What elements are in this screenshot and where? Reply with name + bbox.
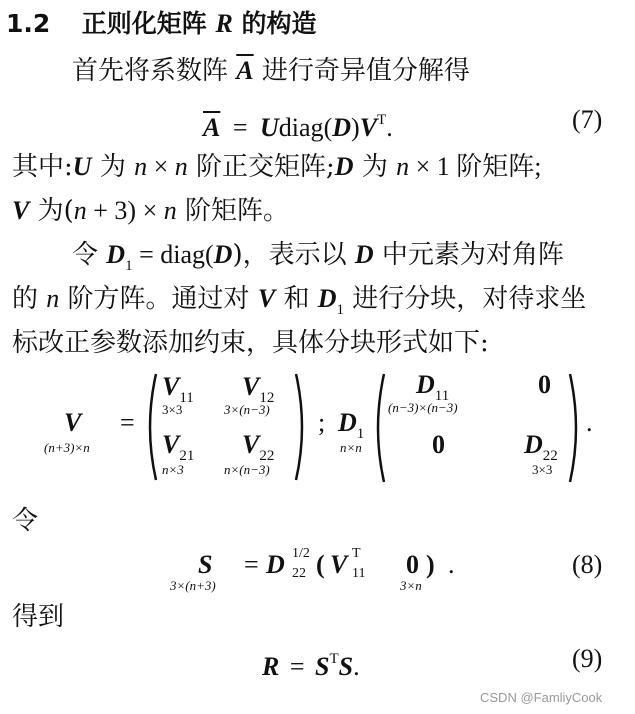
block-v22: $V_{22}$ [242,430,275,464]
block-semicolon: ; [318,408,326,437]
p2-l1-d: D [334,152,354,181]
paragraph-1 [72,56,470,86]
eq8-zero: 0 [406,550,419,579]
eq7-u: U [260,113,279,142]
p2-l1-a: 其中: [12,152,73,182]
eq9-sup: T [329,651,339,667]
block-v-dim: (n+3)×n [44,440,90,455]
block-v21-dim: n×3 [162,462,184,477]
block-zero-1: 0 [538,370,551,399]
paragraph-3-line-2 [12,284,586,325]
p2-l2-c: 阶矩阵。 [185,196,290,226]
dedao-text: 得到 [12,602,65,632]
equation-7: $\overline{A}$ = $Udiag(D)V^T$. [203,112,393,142]
block-d1-dim: n×n [340,440,362,455]
p2-l1-x: × [147,152,175,181]
p3-l2-b: 阶方阵。通过对 [67,284,250,314]
block-v22-dim: n×(n−3) [224,462,270,477]
p2-l1-b: 为 [99,152,126,182]
p3-l1-d2: D [213,240,233,269]
p2-l2-v: V [12,196,30,225]
p2-l1-n3: n [396,152,410,181]
paragraph-2-line-1 [12,152,542,182]
eq8-v-sup: T [352,546,361,561]
eq7-v: V [359,113,378,142]
eq8-v: V [330,550,348,579]
block-end: . [586,408,593,437]
p3-l2-sub: 1 [336,302,344,318]
p3-l1-sub: 1 [125,258,133,274]
paragraph-3-line-3: 标改正参数添加约束，具体分块形式如下: [12,328,489,358]
section-title-var: R [215,9,233,38]
p3-l2-a: 的 [12,284,39,314]
eq9-end: . [353,652,360,681]
eq7-diag: diag [278,113,324,142]
para1-tail: 进行奇异值分解得 [261,56,470,86]
watermark: CSDN @FamliyCook [480,690,603,705]
eq9-equals: = [289,652,305,681]
eq8-end: . [448,550,455,579]
eq8-s-dim: 3×(n+3) [170,578,216,593]
equation-9 [262,644,360,682]
block-v21: $V_{21}$ [162,430,195,464]
section-title-tail: 的构造 [241,9,317,38]
block-d1: $D_1$ [338,408,365,442]
eq7-equals: = [232,113,248,142]
p2-l1-n1: n [134,152,148,181]
p3-l1-d: D [106,240,126,269]
left-paren-d1 [370,372,388,484]
block-v11: $V_{11}$ [162,372,194,406]
eq7-d: D [332,113,352,142]
paragraph-3-line-1 [72,240,564,281]
block-d22-dim: 3×3 [532,462,553,477]
block-equals: = [120,408,135,437]
p3-l1-a: 令 [72,240,99,270]
p2-l1-f: × 1 阶矩阵; [409,152,542,181]
eq8-equals: = [244,550,259,579]
p2-l2-n: n [73,196,87,225]
eq8-d-sub: 22 [292,566,306,581]
block-zero-2: 0 [432,430,445,459]
eq9-s: S [315,652,330,681]
p3-l2-v: V [257,284,276,313]
p2-l1-c: 阶正交矩阵; [196,152,335,182]
eq9-r: R [262,652,280,681]
p3-l1-b: = diag( [132,240,214,269]
left-paren-v [142,372,160,482]
eq7-end: . [386,113,393,142]
block-v: V [64,408,82,437]
p2-l1-e: 为 [361,152,388,182]
block-v12-dim: 3×(n−3) [224,402,270,417]
p2-l1-n2: n [174,152,188,181]
p3-l1-e: 中元素为对角阵 [381,240,564,270]
eq8-zero-dim: 3×n [400,578,422,593]
block-d11: $D_{11}$ [416,370,450,404]
eq8-open: ( [316,550,325,579]
p3-l2-e: 进行分块，对待求坐 [352,284,587,314]
equation-7-number: (7) [572,105,603,134]
eq8-d-sup: 1/2 [292,546,310,561]
eq8-d: D [266,550,285,579]
section-heading [6,4,317,40]
eq7-lhs: $\overline{A}$ [203,113,221,142]
p2-l2-b: + 3) × [86,196,164,225]
paragraph-2-line-2 [12,196,289,226]
eq8-v-sub: 11 [352,566,366,581]
p2-l2-a: 为( [37,196,74,226]
para1-text: 首先将系数阵 [72,56,229,86]
section-title-text: 正则化矩阵 [81,9,207,38]
p3-l2-n: n [46,284,60,313]
p3-l1-c: )，表示以 [232,240,347,270]
section-number: 1.2 [6,9,51,38]
p2-l2-n2: n [163,196,177,225]
block-d11-dim: (n−3)×(n−3) [388,400,458,415]
ling-text: 令 [12,506,39,536]
eq9-s2: S [338,652,354,681]
p3-l2-d: D [317,284,337,313]
block-v12: $V_{12}$ [242,372,275,406]
p3-l2-c: 和 [283,284,310,314]
right-paren-d1 [566,372,584,484]
eq7-sup: T [377,112,387,128]
equation-9-number: (9) [572,644,603,673]
block-d22: $D_{22}$ [524,430,558,464]
p2-l1-u: U [72,152,92,181]
p3-l1-d3: D [354,240,374,269]
equation-8-number: (8) [572,550,603,579]
para1-var: $\overline{A}$ [236,56,254,85]
block-v11-dim: 3×3 [162,402,183,417]
right-paren-v [292,372,310,482]
eq8-close: ) [426,550,435,579]
eq8-s: S [198,550,213,579]
